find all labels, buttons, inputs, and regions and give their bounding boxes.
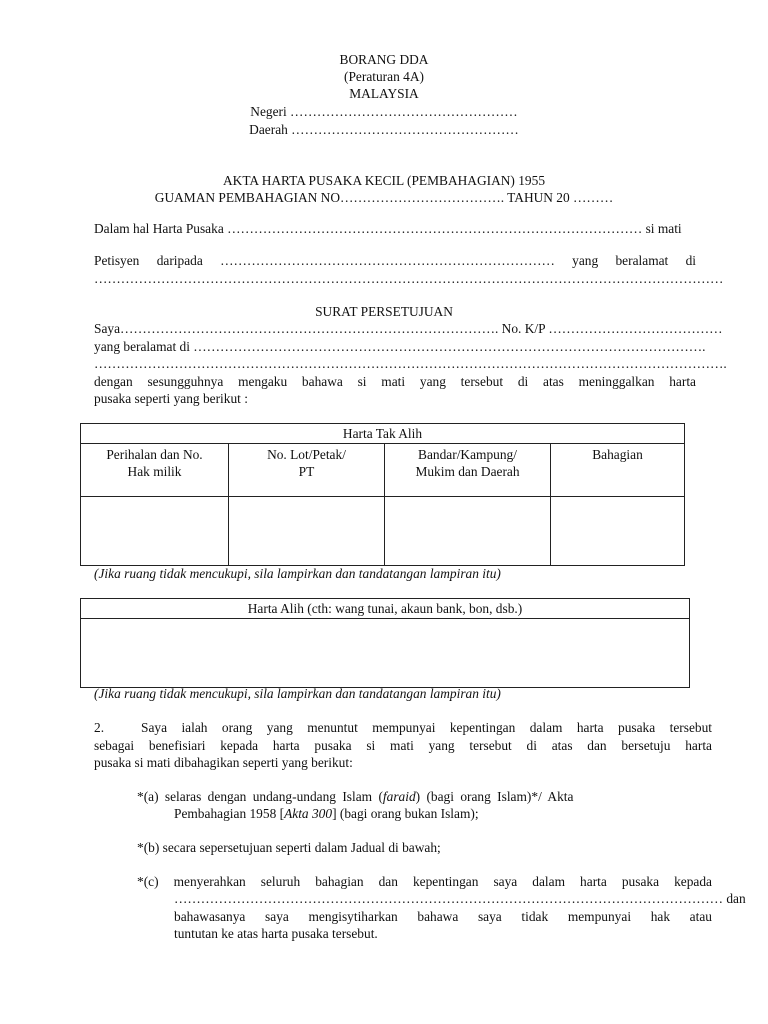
header-description: Perihalan dan No. Hak milik — [81, 444, 229, 497]
case-number-line: GUAMAN PEMBAHAGIAN NO………………………………. TAHUN 20 ……… — [154, 190, 614, 205]
option-b: *(b) secara sepersetujuan seperti dalam Jadual di bawah; — [137, 840, 441, 855]
header-share: Bahagian — [551, 444, 685, 497]
form-name: BORANG DDA — [339, 52, 429, 67]
para2-number: 2. — [94, 720, 105, 735]
para2-line2: sebagai benefisiari kepada harta pusaka si mati yang tersebut di atas dan bersetuju harta — [94, 738, 712, 753]
movable-note: (Jika ruang tidak mencukupi, sila lampirkan dan tandatangan lampiran itu) — [94, 686, 501, 701]
petition-word: yang — [572, 253, 599, 268]
akta-300-term: Akta 300 — [284, 806, 333, 821]
estate-line: Dalam hal Harta Pusaka ………………………………………………………………………………… si mati — [94, 221, 682, 236]
petition-blank: ………………………………………………………………… — [220, 253, 555, 268]
option-c-line2: …………………………………………………………………………………………………………… dan — [174, 891, 746, 906]
immovable-table-title: Harta Tak Alih — [81, 424, 685, 444]
movable-table-title: Harta Alih (cth: wang tunai, akaun bank, bon, dsb.) — [81, 599, 690, 619]
option-c-line3: bahawasanya saya mengisytiharkan bahawa saya tidak mempunyai hak atau — [174, 909, 712, 924]
cell-movable[interactable] — [81, 619, 690, 688]
cell-lot[interactable] — [229, 497, 385, 566]
petition-word: beralamat — [615, 253, 669, 268]
form-rule: (Peraturan 4A) — [344, 69, 424, 84]
consent-name-line: Saya…………………………………………………………………………. No. K/P ………………………………… — [94, 321, 723, 336]
consent-statement: dengan sesungguhnya mengaku bahawa si mati yang tersebut di atas meninggalkan harta — [94, 374, 696, 389]
petition-address-blank: …………………………………………………………………………………………………………………………… — [94, 271, 724, 286]
faraid-term: faraid — [382, 789, 416, 804]
consent-heading: SURAT PERSETUJUAN — [315, 304, 453, 319]
cell-description[interactable] — [81, 497, 229, 566]
state-field: Negeri …………………………………………… — [250, 104, 518, 119]
movable-property-table — [80, 598, 690, 688]
cell-share[interactable] — [551, 497, 685, 566]
consent-address-line-2: ……………………………………………………………………………………………………………………………. — [94, 356, 727, 371]
para2-line1: Saya ialah orang yang menuntut mempunyai kepentingan dalam harta pusaka tersebut — [141, 720, 712, 735]
district-field: Daerah …………………………………………… — [249, 122, 519, 137]
consent-statement-cont: pusaka seperti yang berikut : — [94, 391, 248, 406]
option-c-line1: *(c) menyerahkan seluruh bahagian dan kepentingan saya dalam harta pusaka kepada — [137, 874, 712, 889]
cell-location[interactable] — [385, 497, 551, 566]
petition-word: di — [685, 253, 696, 268]
immovable-note: (Jika ruang tidak mencukupi, sila lampirkan dan tandatangan lampiran itu) — [94, 566, 501, 581]
para2-line3: pusaka si mati dibahagikan seperti yang berikut: — [94, 755, 353, 770]
petition-line — [94, 253, 696, 269]
consent-address-line: yang beralamat di ……………………………………………………………………………………………………. — [94, 339, 706, 354]
option-a-prefix: *(a) selaras dengan undang-undang Islam (faraid) (bagi orang Islam)*/ Akta — [137, 789, 574, 804]
act-title: AKTA HARTA PUSAKA KECIL (PEMBAHAGIAN) 1955 — [222, 173, 546, 188]
header-lot: No. Lot/Petak/ PT — [229, 444, 385, 497]
header-location: Bandar/Kampung/ Mukim dan Daerah — [385, 444, 551, 497]
petition-word: daripada — [156, 253, 203, 268]
option-a-line2: Pembahagian 1958 [Akta 300] (bagi orang bukan Islam); — [174, 806, 479, 821]
petition-word: Petisyen — [94, 253, 140, 268]
immovable-property-table — [80, 423, 685, 566]
option-a-line1 — [137, 789, 712, 805]
form-country: MALAYSIA — [349, 86, 419, 101]
option-c-line4: tuntutan ke atas harta pusaka tersebut. — [174, 926, 378, 941]
